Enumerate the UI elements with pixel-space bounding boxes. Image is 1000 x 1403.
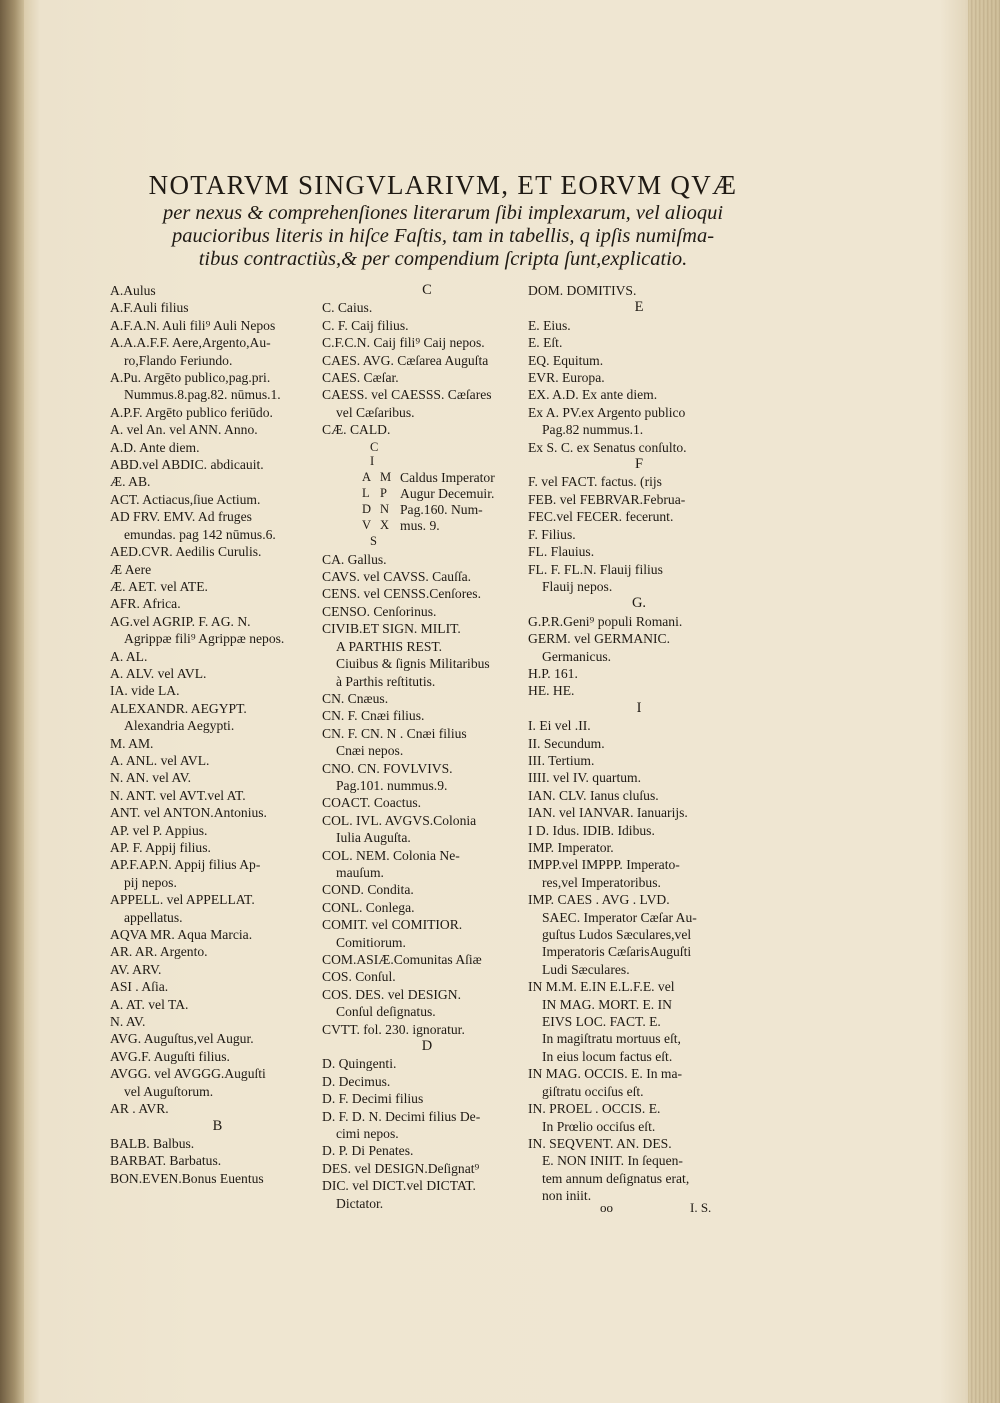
entry-continuation: EIVS LOC. FACT. E. <box>542 1014 661 1030</box>
entry-continuation: tem annum deſignatus erat, <box>542 1170 690 1186</box>
abbreviation-entry: COM.ASIÆ.Comunitas Aſiæ <box>322 952 482 967</box>
abbreviation-entry: ACT. Actiacus,ſiue Actium. <box>110 491 261 507</box>
abbreviation-entry: D. P. Di Penates. <box>322 1143 414 1159</box>
entry-continuation: cimi nepos. <box>336 1126 399 1142</box>
coin-letter: S <box>370 533 377 548</box>
abbreviation-entry: C. F. Caij filius. <box>322 317 409 333</box>
abbreviation-entry: III. Tertium. <box>528 752 595 768</box>
abbreviation-entry: DES. vel DESIGN.Deſignat⁹ <box>322 1160 480 1176</box>
entry-continuation: non iniit. <box>542 1188 592 1204</box>
entry-continuation: SAEC. Imperator Cæſar Au- <box>542 909 697 925</box>
abbreviation-entry: Æ. AET. vel ATE. <box>110 578 208 594</box>
abbreviation-entry: N. AV. <box>110 1014 146 1030</box>
abbreviation-entry: Ex S. C. ex Senatus conſulto. <box>528 439 687 455</box>
coin-letter: N <box>380 501 390 516</box>
abbreviation-entry: Ex A. PV.ex Argento publico <box>528 404 686 420</box>
abbreviation-entry: IN. SEQVENT. AN. DES. <box>528 1135 672 1151</box>
abbreviation-entry: D. F. D. N. Decimi filius De- <box>322 1108 481 1124</box>
abbreviation-entry: AV. ARV. <box>110 961 162 977</box>
section-letter: C <box>422 282 432 298</box>
abbreviation-entry: CÆ. CALD. <box>322 422 391 438</box>
cald-text: Augur Decemuir. <box>400 485 495 501</box>
abbreviation-entry: A.Pu. Argēto publico,pag.pri. <box>110 370 271 386</box>
entry-continuation: Comitiorum. <box>336 934 406 950</box>
coin-letter: X <box>380 517 390 532</box>
abbreviation-entry: I D. Idus. IDIB. Idibus. <box>528 822 655 838</box>
abbreviation-entry: A. AL. <box>110 648 148 664</box>
abbreviation-entry: DOM. DOMITIVS. <box>528 283 637 298</box>
abbreviation-entry: BON.EVEN.Bonus Euentus <box>110 1170 264 1186</box>
entry-continuation: Germanicus. <box>542 648 612 664</box>
abbreviation-entry: CVTT. fol. 230. ignoratur. <box>322 1021 465 1037</box>
abbreviation-entry: IA. vide LA. <box>110 683 180 699</box>
abbreviation-entry: C. Caius. <box>322 300 373 316</box>
abbreviation-entry: E. Eſt. <box>528 335 563 351</box>
page-edge <box>968 0 1000 1403</box>
entry-continuation: Dictator. <box>336 1195 384 1211</box>
entry-continuation: Ciuibus & ſignis Militaribus <box>336 656 490 672</box>
abbreviation-entry: Æ Aere <box>110 561 152 577</box>
abbreviation-entry: ALEXANDR. AEGYPT. <box>110 700 247 716</box>
abbreviation-entry: FL. Flauius. <box>528 544 595 560</box>
abbreviation-entry: Æ. AB. <box>110 474 151 490</box>
coin-letter: A <box>362 469 372 484</box>
abbreviation-entry: AP. F. Appij filius. <box>110 840 211 855</box>
abbreviation-entry: N. ANT. vel AVT.vel AT. <box>110 787 246 803</box>
entry-continuation: Cnæi nepos. <box>336 743 404 759</box>
abbreviation-entry: AR. AR. Argento. <box>110 944 208 960</box>
column-2-part-a <box>322 282 532 439</box>
abbreviation-entry: A.Aulus <box>110 283 156 298</box>
cald-text: mus. 9. <box>400 517 440 533</box>
entry-continuation: In eius locum factus eſt. <box>542 1048 673 1064</box>
section-letter: G. <box>631 595 647 612</box>
entry-continuation: Pag.101. nummus.9. <box>336 777 448 793</box>
abbreviation-entry: IMP. CAES . AVG . LVD. <box>528 892 670 908</box>
abbreviation-entry: IMPP.vel IMPPP. Imperato- <box>528 857 680 873</box>
abbreviation-entry: EVR. Europa. <box>528 370 605 386</box>
abbreviation-entry: ASI . Aſia. <box>110 979 169 995</box>
section-letter: B <box>212 1117 223 1134</box>
abbreviation-entry: D. Decimus. <box>322 1073 391 1089</box>
abbreviation-entry: GERM. vel GERMANIC. <box>528 631 670 647</box>
abbreviation-entry: CAESS. vel CAESSS. Cæſares <box>322 387 492 403</box>
abbreviation-entry: FEB. vel FEBRVAR.Februa- <box>528 491 686 507</box>
abbreviation-entry: COS. DES. vel DESIGN. <box>322 986 461 1002</box>
entry-continuation: Ludi Sæculares. <box>542 961 630 977</box>
abbreviation-entry: A. AT. vel TA. <box>110 996 189 1012</box>
abbreviation-entry: II. Secundum. <box>528 735 605 751</box>
abbreviation-entry: COL. IVL. AVGVS.Colonia <box>322 812 477 828</box>
abbreviation-entry: CAES. Cæſar. <box>322 370 399 386</box>
abbreviation-entry: A. ALV. vel AVL. <box>110 665 207 681</box>
abbreviation-entry: AVGG. vel AVGGG.Auguſti <box>110 1066 266 1082</box>
entry-continuation: vel Cæſaribus. <box>336 404 415 420</box>
abbreviation-entry: CIVIB.ET SIGN. MILIT. <box>322 621 461 637</box>
abbreviation-entry: A.A.A.F.F. Aere,Argento,Au- <box>110 335 271 351</box>
abbreviation-entry: BALB. Balbus. <box>110 1135 195 1151</box>
intro-line: per nexus & comprehenſiones literarum ſibi implexarum, vel alioqui <box>162 202 724 224</box>
abbreviation-entry: A. ANL. vel AVL. <box>110 752 210 768</box>
entry-continuation: In magiſtratu mortuus eſt, <box>542 1031 681 1047</box>
abbreviation-entry: CAVS. vel CAVSS. Cauſſa. <box>322 569 472 585</box>
abbreviation-entry: D. Quingenti. <box>322 1056 397 1072</box>
abbreviation-entry: IN MAG. OCCIS. E. In ma- <box>528 1066 683 1082</box>
entry-continuation: giſtratu occiſus eſt. <box>542 1083 644 1099</box>
abbreviation-entry: HE. HE. <box>528 683 575 699</box>
coin-letter: L <box>362 485 370 500</box>
abbreviation-entry: ANT. vel ANTON.Antonius. <box>110 805 267 821</box>
abbreviation-entry: F. vel FACT. factus. (rijs <box>528 474 662 490</box>
page-title: NOTARVM SINGVLARIVM, ET EORVM QVÆ <box>148 170 738 200</box>
entry-continuation: Iulia Auguſta. <box>336 830 411 846</box>
section-letter: I <box>636 699 642 716</box>
cald-text: Pag.160. Num- <box>400 501 483 517</box>
abbreviation-entry: F. Filius. <box>528 526 576 542</box>
coin-letter: M <box>380 469 392 484</box>
abbreviation-entry: A.F.Auli filius <box>110 300 189 316</box>
column-3 <box>528 282 750 1205</box>
abbreviation-entry: FL. F. FL.N. Flauij filius <box>528 561 663 577</box>
abbreviation-entry: CENS. vel CENSS.Cenſores. <box>322 586 481 602</box>
intro-line: tibus contractiùs,& per compendium ſcripta ſunt,explicatio. <box>198 248 688 270</box>
abbreviation-entry: APPELL. vel APPELLAT. <box>110 892 255 908</box>
abbreviation-entry: COS. Conſul. <box>322 969 396 985</box>
abbreviation-entry: COACT. Coactus. <box>322 795 422 811</box>
abbreviation-entry: A. vel An. vel ANN. Anno. <box>110 422 258 438</box>
abbreviation-entry: IIII. vel IV. quartum. <box>528 770 641 786</box>
abbreviation-entry: H.P. 161. <box>528 665 578 681</box>
abbreviation-entry: EX. A.D. Ex ante diem. <box>528 387 658 403</box>
signature-mark: oo <box>600 1200 613 1215</box>
abbreviation-entry: DIC. vel DICT.vel DICTAT. <box>322 1178 476 1194</box>
abbreviation-entry: I. Ei vel .II. <box>528 718 591 734</box>
entry-continuation: Agrippæ fili⁹ Agrippæ nepos. <box>124 631 285 647</box>
coin-letter: C <box>370 439 379 454</box>
entry-continuation: pij nepos. <box>124 874 177 890</box>
abbreviation-entry: CONL. Conlega. <box>322 899 415 915</box>
caldus-coin-legend <box>330 439 532 551</box>
entry-continuation: IN MAG. MORT. E. IN <box>542 996 672 1012</box>
abbreviation-entry: AFR. Africa. <box>110 596 181 612</box>
abbreviation-entry: AP.F.AP.N. Appij filius Ap- <box>110 857 261 873</box>
abbreviation-entry: IAN. vel IANVAR. Ianuarijs. <box>528 805 688 821</box>
column-2 <box>322 282 532 1212</box>
entry-continuation: In Prœlio occiſus eſt. <box>542 1118 656 1134</box>
abbreviation-entry: COMIT. vel COMITIOR. <box>322 917 463 933</box>
section-letter: D <box>421 1038 433 1055</box>
abbreviation-entry: ABD.vel ABDIC. abdicauit. <box>110 457 264 473</box>
page-header <box>118 168 768 271</box>
abbreviation-entry: BARBAT. Barbatus. <box>110 1153 222 1169</box>
abbreviation-entry: CNO. CN. FOVLVIVS. <box>322 760 453 776</box>
entry-continuation: A PARTHIS REST. <box>336 638 443 654</box>
abbreviation-entry: A.D. Ante diem. <box>110 439 200 455</box>
abbreviation-entry: FEC.vel FECER. fecerunt. <box>528 509 674 525</box>
entry-continuation: E. NON INIIT. In ſequen- <box>542 1153 683 1169</box>
abbreviation-entry: AG.vel AGRIP. F. AG. N. <box>110 613 251 629</box>
entry-continuation: emundas. pag 142 nūmus.6. <box>124 526 276 542</box>
entry-continuation: Pag.82 nummus.1. <box>542 422 644 438</box>
abbreviation-entry: E. Eius. <box>528 317 571 333</box>
column-2-part-b <box>322 551 532 1212</box>
coin-letter: V <box>362 517 372 532</box>
coin-letter: P <box>380 485 387 500</box>
entry-continuation: appellatus. <box>124 909 183 925</box>
abbreviation-entry: C.F.C.N. Caij fili⁹ Caij nepos. <box>322 335 485 351</box>
abbreviation-entry: AVG. Auguſtus,vel Augur. <box>110 1031 254 1047</box>
section-letter: F <box>634 456 644 473</box>
abbreviation-entry: CENSO. Cenſorinus. <box>322 603 437 619</box>
entry-continuation: res,vel Imperatoribus. <box>542 874 661 890</box>
abbreviation-entry: AR . AVR. <box>110 1101 169 1117</box>
abbreviation-entry: COND. Condita. <box>322 882 414 898</box>
abbreviation-entry: AQVA MR. Aqua Marcia. <box>110 927 253 943</box>
abbreviation-entry: IN M.M. E.IN E.L.F.E. vel <box>528 979 675 995</box>
coin-letter: I <box>370 453 375 468</box>
abbreviation-entry: IMP. Imperator. <box>528 840 614 855</box>
section-letter: E <box>634 299 644 316</box>
abbreviation-entry: N. AN. vel AV. <box>110 770 192 786</box>
coin-letter: D <box>362 501 372 516</box>
abbreviation-entry: CN. Cnæus. <box>322 690 389 706</box>
abbreviation-entry: AED.CVR. Aedilis Curulis. <box>110 544 262 560</box>
abbreviation-entry: CN. F. CN. N . Cnæi filius <box>322 725 467 741</box>
abbreviation-entry: AP. vel P. Appius. <box>110 822 208 838</box>
entry-continuation: à Parthis reſtitutis. <box>336 673 436 689</box>
cald-text: Caldus Imperator <box>400 469 495 485</box>
book-gutter <box>0 0 24 1403</box>
entry-continuation: Flauij nepos. <box>542 578 613 594</box>
abbreviation-entry: A.P.F. Argēto publico feriūdo. <box>110 404 273 420</box>
intro-line: paucioribus literis in hiſce Faſtis, tam in tabellis, q ipſis numiſma- <box>171 225 715 247</box>
abbreviation-entry: IN. PROEL . OCCIS. E. <box>528 1101 661 1117</box>
abbreviation-entry: AD FRV. EMV. Ad fruges <box>110 509 252 525</box>
entry-continuation: Alexandria Aegypti. <box>124 718 235 734</box>
entry-continuation: guſtus Ludos Sæculares,vel <box>542 927 692 943</box>
entry-continuation: Conſul deſignatus. <box>336 1004 436 1020</box>
abbreviation-entry: IAN. CLV. Ianus cluſus. <box>528 787 659 803</box>
abbreviation-entry: D. F. Decimi filius <box>322 1091 424 1107</box>
entry-continuation: ro,Flando Feriundo. <box>124 352 233 368</box>
abbreviation-entry: AVG.F. Auguſti filius. <box>110 1048 230 1064</box>
column-1 <box>110 282 325 1187</box>
abbreviation-entry: M. AM. <box>110 735 154 751</box>
abbreviation-entry: CN. F. Cnæi filius. <box>322 708 425 724</box>
abbreviation-entry: EQ. Equitum. <box>528 352 604 368</box>
entry-continuation: Imperatoris CæſarisAuguſti <box>542 944 692 960</box>
catchword: I. S. <box>690 1200 712 1215</box>
abbreviation-entry: COL. NEM. Colonia Ne- <box>322 847 460 863</box>
abbreviation-entry: G.P.R.Geni⁹ populi Romani. <box>528 613 683 629</box>
entry-continuation: Nummus.8.pag.82. nūmus.1. <box>124 387 281 403</box>
entry-continuation: mauſum. <box>336 864 384 880</box>
abbreviation-entry: CA. Gallus. <box>322 551 387 567</box>
abbreviation-entry: CAES. AVG. Cæſarea Auguſta <box>322 352 489 368</box>
abbreviation-entry: A.F.A.N. Auli fili⁹ Auli Nepos <box>110 317 276 333</box>
entry-continuation: vel Auguſtorum. <box>124 1083 214 1099</box>
